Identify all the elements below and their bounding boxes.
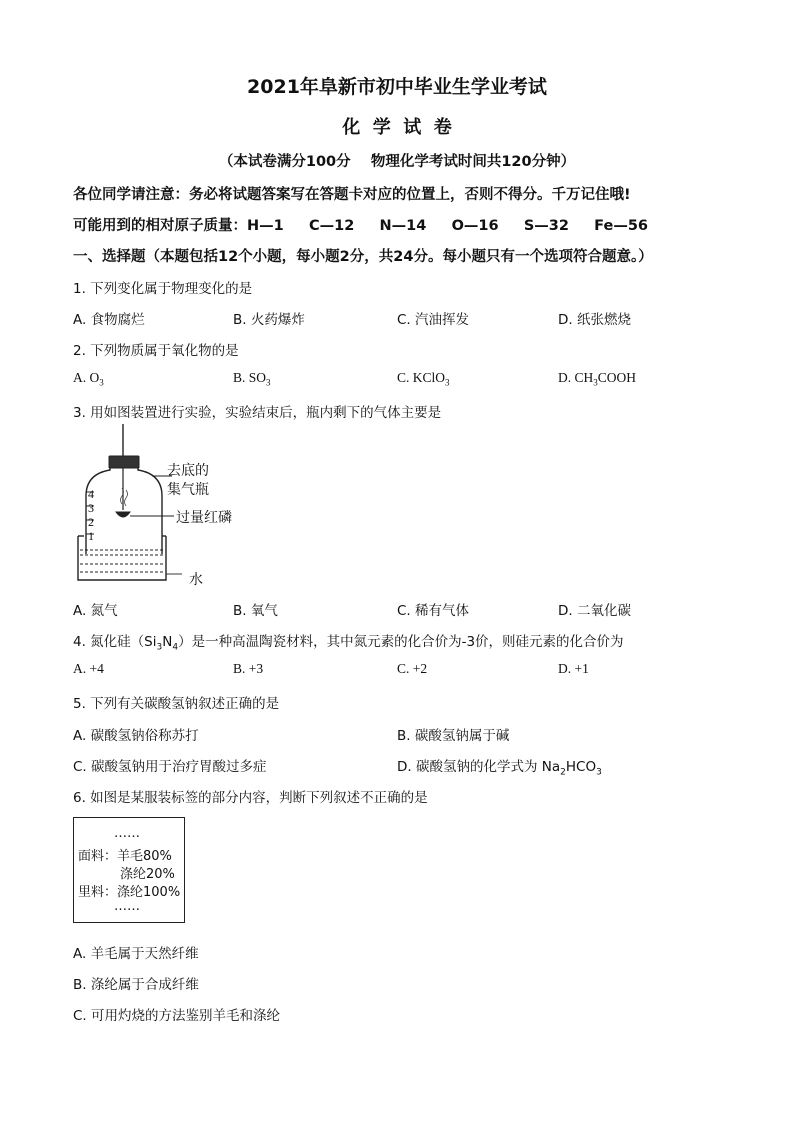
question-2-stem: 2. 下列物质属于氧化物的是 — [73, 343, 239, 359]
question-1-option-a: A. 食物腐烂 — [73, 312, 145, 328]
question-1-option-c: C. 汽油挥发 — [397, 312, 470, 328]
scale-2: 2 — [88, 515, 94, 529]
scale-3: 3 — [88, 501, 94, 515]
label-polyester-20: 涤纶20% — [120, 867, 175, 882]
label-lining: 里料：涤纶100% — [78, 885, 181, 900]
question-4-option-d: D. +1 — [558, 661, 589, 676]
section-heading: 一、选择题（本题包括12个小题，每小题2分，共24分。每小题只有一个选项符合题意。） — [73, 249, 653, 265]
water-surface — [80, 550, 164, 572]
question-1-stem: 1. 下列变化属于物理变化的是 — [73, 281, 253, 297]
question-2-option-c: C. KClO$_3$ — [397, 370, 450, 388]
label-outer-fabric: 面料：羊毛80% — [78, 849, 172, 864]
question-4-option-a: A. +4 — [73, 661, 104, 676]
paper-subtitle: 化 学 试 卷 — [342, 117, 452, 138]
question-3-option-c: C. 稀有气体 — [397, 603, 470, 619]
apparatus-diagram — [72, 424, 252, 586]
clothing-label — [73, 817, 185, 923]
question-1-option-d: D. 纸张燃烧 — [558, 312, 631, 328]
label-dots-top: …… — [114, 826, 140, 841]
label-bottomless-bottle-1: 去底的 — [167, 463, 209, 479]
question-4-option-c: C. +2 — [397, 661, 428, 676]
question-6-stem: 6. 如图是某服装标签的部分内容，判断下列叙述不正确的是 — [73, 790, 428, 806]
question-3-option-b: B. 氧气 — [233, 603, 278, 619]
question-5-option-a: A. 碳酸氢钠俗称苏打 — [73, 728, 199, 744]
rubber-stopper — [109, 456, 139, 468]
question-3-option-a: A. 氮气 — [73, 603, 118, 619]
question-2-option-b: B. $SO_3$ — [233, 370, 271, 388]
question-5-option-b: B. 碳酸氢钠属于碱 — [397, 728, 510, 744]
label-dots-bottom: …… — [114, 899, 140, 914]
atomic-masses: 可能用到的相对原子质量：H—1 C—12 N—14 O—16 S—32 Fe—56 — [73, 218, 649, 234]
scale-4: 4 — [88, 487, 94, 501]
question-6-option-a: A. 羊毛属于天然纤维 — [73, 946, 199, 962]
exam-note: （本试卷满分100分 物理化学考试时间共120分钟） — [218, 154, 576, 170]
exam-title: 2021年阜新市初中毕业生学业考试 — [247, 76, 547, 98]
gas-bottle — [86, 464, 162, 554]
question-4-stem: 4. 氮化硅$(Si_3N_4)$是一种高温陶瓷材料，其中氮元素的化合价为-3价，则硅元素的化合价为 — [73, 634, 624, 653]
combustion-spoon — [116, 512, 130, 517]
question-6-option-c: C. 可用灼烧的方法鉴别羊毛和涤纶 — [73, 1008, 281, 1024]
question-3-stem: 3. 用如图装置进行实验，实验结束后，瓶内剩下的气体主要是 — [73, 405, 442, 421]
question-3-option-d: D. 二氧化碳 — [558, 603, 631, 619]
question-5-option-c: C. 碳酸氢钠用于治疗胃酸过多症 — [73, 759, 267, 775]
question-2-option-d: D. $CH_3COOH$ — [558, 370, 637, 388]
label-water: 水 — [189, 572, 203, 588]
label-bottomless-bottle-2: 集气瓶 — [167, 482, 209, 498]
scale-1: 1 — [88, 529, 94, 543]
question-5-stem: 5. 下列有关碳酸氢钠叙述正确的是 — [73, 696, 280, 712]
question-5-option-d: D. 碳酸氢钠的化学式为 $Na_2HCO_3$ — [397, 759, 602, 778]
question-2-option-a: A. $O_3$ — [73, 370, 104, 388]
question-4-option-b: B. +3 — [233, 661, 264, 676]
question-1-option-b: B. 火药爆炸 — [233, 312, 305, 328]
label-red-phosphorus: 过量红磷 — [176, 510, 232, 526]
notice-text: 各位同学请注意：务必将试题答案写在答题卡对应的位置上，否则不得分。千万记住哦! — [73, 187, 631, 203]
question-6-option-b: B. 涤纶属于合成纤维 — [73, 977, 199, 993]
